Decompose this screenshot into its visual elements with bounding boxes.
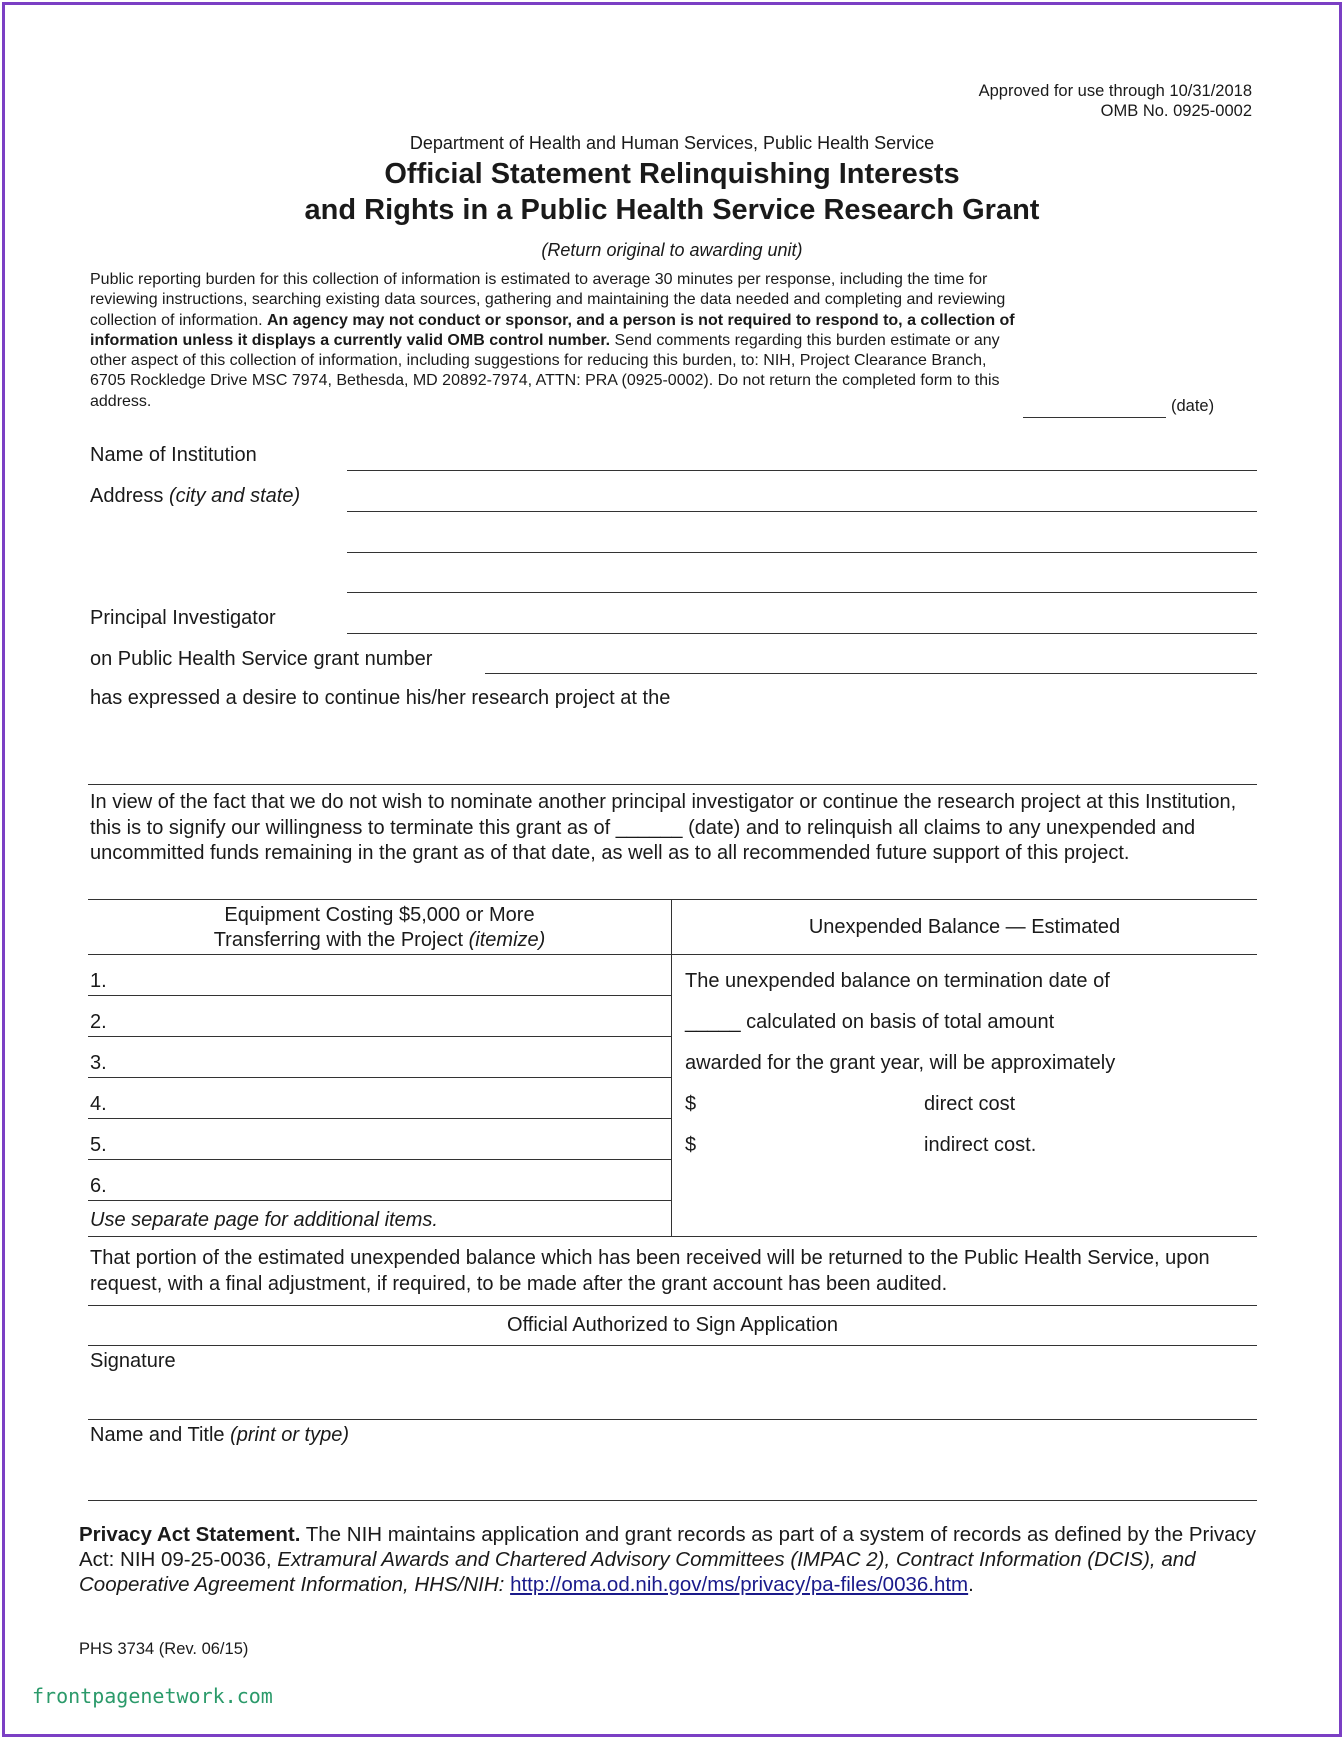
date-label: (date) — [1171, 397, 1215, 415]
item-number-6: 6. — [90, 1175, 107, 1197]
termination-statement: In view of the fact that we do not wish to nominate another principal investigator or continue the research project at this Institution, this is to signify our willingness to terminate this grant as of ______ (date) and to relinquish all claims to any unexpended and uncommitted funds remaining in the grant as of that date, as well as to all recommended future support of this project. — [90, 791, 1237, 864]
grant-number-label: on Public Health Service grant number — [90, 648, 433, 670]
privacy-systems: Extramural Awards and Chartered Advisory Committees (IMPAC 2), Contract Information (DCIS), and Cooperative Agreement Information, HHS/NIH — [79, 1548, 1196, 1596]
item-number-4: 4. — [90, 1093, 107, 1115]
watermark: frontpagenetwork.com — [32, 1684, 273, 1708]
privacy-colon: : — [498, 1573, 511, 1596]
privacy-period: . — [968, 1573, 974, 1596]
date-line[interactable] — [1023, 417, 1166, 418]
burden-text-1: Public reporting burden for this collection of information is estimated to average 30 minutes per response, including the time for reviewing instructions, searching existing data sources, gathering and maintaining the data needed and completing and reviewing collection of information. — [90, 271, 1006, 329]
item-number-3: 3. — [90, 1052, 107, 1074]
desire-label: has expressed a desire to continue his/her research project at the — [90, 687, 671, 709]
address-text: Address — [90, 485, 164, 507]
item-field-1[interactable] — [88, 995, 671, 996]
item-number-5: 5. — [90, 1134, 107, 1156]
omb-number: OMB No. 0925-0002 — [1100, 102, 1252, 120]
pi-label: Principal Investigator — [90, 607, 276, 629]
separate-page-note: Use separate page for additional items. — [90, 1209, 438, 1231]
name-title-note: (print or type) — [230, 1424, 350, 1446]
privacy-label: Privacy Act Statement. — [79, 1523, 301, 1546]
signature-field[interactable] — [88, 1419, 1257, 1420]
privacy-link[interactable]: http://oma.od.nih.gov/ms/privacy/pa-files/0036.htm — [510, 1573, 969, 1596]
burden-bold: An agency may not conduct or sponsor, and a person is not required to respond to, a collection of information unless it displays a currently valid OMB control number. — [90, 311, 1015, 349]
indirect-cost-label: indirect cost. — [924, 1134, 1037, 1156]
table-divider — [671, 899, 672, 1236]
name-title-label — [90, 1424, 349, 1447]
address-field-1[interactable] — [347, 511, 1257, 512]
item-number-2: 2. — [90, 1011, 107, 1033]
balance-line1: The unexpended balance on termination date of — [685, 970, 1110, 992]
balance-line2: _____ calculated on basis of total amount — [685, 1011, 1055, 1033]
indirect-dollar-sign: $ — [685, 1134, 697, 1156]
name-title-field[interactable] — [88, 1500, 1257, 1501]
address-field-3[interactable] — [347, 592, 1257, 593]
equipment-header-line1: Equipment Costing $5,000 or More — [224, 904, 535, 926]
itemize-note: (itemize) — [468, 929, 546, 951]
address-note: (city and state) — [168, 485, 301, 507]
official-heading-rule — [88, 1345, 1257, 1346]
table-bottom-rule — [88, 1236, 1257, 1237]
equipment-header-text: Transferring with the Project — [213, 929, 469, 951]
form-title-line1: Official Statement Relinquishing Interests — [384, 158, 960, 190]
item-field-3[interactable] — [88, 1077, 671, 1078]
item-field-4[interactable] — [88, 1118, 671, 1119]
item-field-2[interactable] — [88, 1036, 671, 1037]
institution-continue-field[interactable] — [88, 784, 1257, 785]
address-field-2[interactable] — [347, 552, 1257, 553]
address-label — [90, 485, 300, 508]
return-statement: That portion of the estimated unexpended balance which has been received will be returned to the Public Health Service, upon request, with a final adjustment, if required, to be made after the grant account has been audited. — [90, 1247, 1210, 1295]
equipment-header-line2 — [88, 929, 671, 952]
official-heading: Official Authorized to Sign Application — [507, 1314, 838, 1336]
page-border — [2, 2, 1342, 1737]
official-top-rule — [88, 1305, 1257, 1306]
direct-cost-label: direct cost — [924, 1093, 1016, 1115]
item-field-5[interactable] — [88, 1159, 671, 1160]
table-header-rule — [88, 954, 1257, 955]
department: Department of Health and Human Services, Public Health Service — [409, 133, 935, 153]
item-number-1: 1. — [90, 970, 107, 992]
form-title-line2: and Rights in a Public Health Service Research Grant — [304, 194, 1040, 226]
grant-number-field[interactable] — [485, 673, 1257, 674]
balance-line3: awarded for the grant year, will be approximately — [685, 1052, 1116, 1074]
balance-header: Unexpended Balance — Estimated — [808, 916, 1121, 938]
form-id: PHS 3734 (Rev. 06/15) — [79, 1640, 249, 1658]
burden-text-2: Send comments regarding this burden estimate or any other aspect of this collection of information, including suggestions for reducing this burden, to: NIH, Project Clearance Branch, 6705 Rockledge Drive MSC 7974, Bethesda, MD 20892-7974, ATTN: PRA (0925-0002). Do not return the completed form to this address. — [90, 331, 1000, 410]
burden-statement — [90, 270, 1020, 412]
privacy-statement — [79, 1522, 1259, 1597]
institution-field[interactable] — [347, 470, 1257, 471]
pi-field[interactable] — [347, 633, 1257, 634]
table-top-rule — [88, 899, 1257, 900]
signature-label: Signature — [90, 1350, 176, 1372]
item-field-6[interactable] — [88, 1200, 671, 1201]
institution-label: Name of Institution — [90, 444, 257, 466]
privacy-text-1: The NIH maintains application and grant records as part of a system of records as defined by the Privacy Act: NIH 09-25-0036, — [79, 1523, 1257, 1571]
name-title-text: Name and Title — [90, 1424, 231, 1446]
direct-dollar-sign: $ — [685, 1093, 697, 1115]
approval-info — [979, 81, 1252, 121]
approved-through: Approved for use through 10/31/2018 — [978, 82, 1252, 100]
return-note: (Return original to awarding unit) — [541, 240, 803, 260]
